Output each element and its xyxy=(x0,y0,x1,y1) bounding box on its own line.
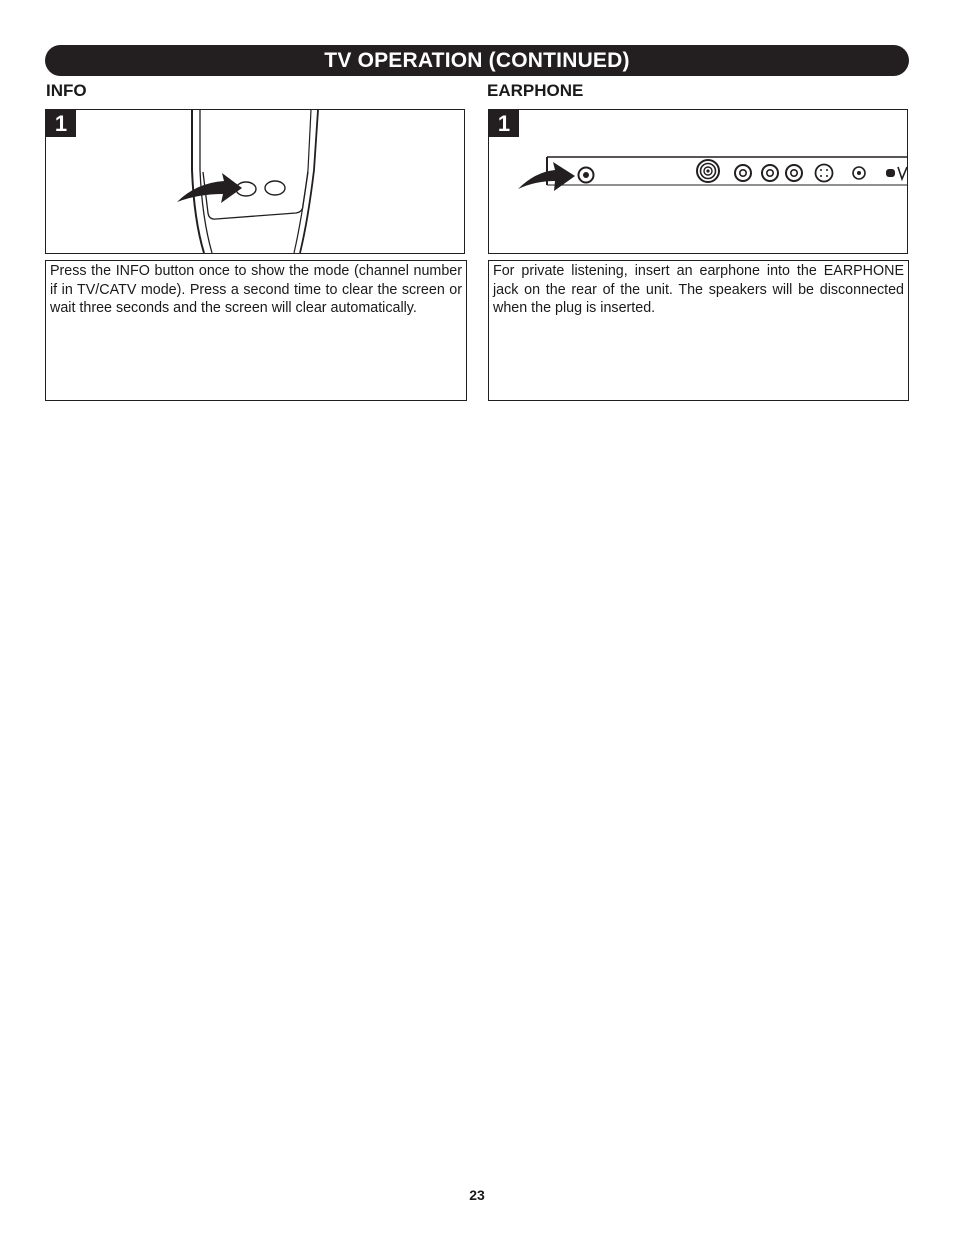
info-illustration xyxy=(45,109,465,254)
step-number: 1 xyxy=(489,110,519,137)
info-description: Press the INFO button once to show the mode (channel number if in TV/CATV mode). Press a second time to clear the screen or wait three seconds and the screen will clear automatically. xyxy=(45,260,467,401)
earphone-heading: EARPHONE xyxy=(487,81,584,100)
remote-control-illustration xyxy=(46,110,464,253)
page-title: TV OPERATION (CONTINUED) xyxy=(324,49,630,72)
page-number: 23 xyxy=(469,1187,485,1203)
info-heading: INFO xyxy=(46,81,87,100)
step-number: 1 xyxy=(46,110,76,137)
rear-panel-illustration xyxy=(489,110,907,253)
earphone-description: For private listening, insert an earphone into the EARPHONE jack on the rear of the unit. The speakers will be disconnected when the plug is inserted. xyxy=(488,260,909,401)
earphone-illustration xyxy=(488,109,908,254)
page-title-banner xyxy=(45,45,909,76)
